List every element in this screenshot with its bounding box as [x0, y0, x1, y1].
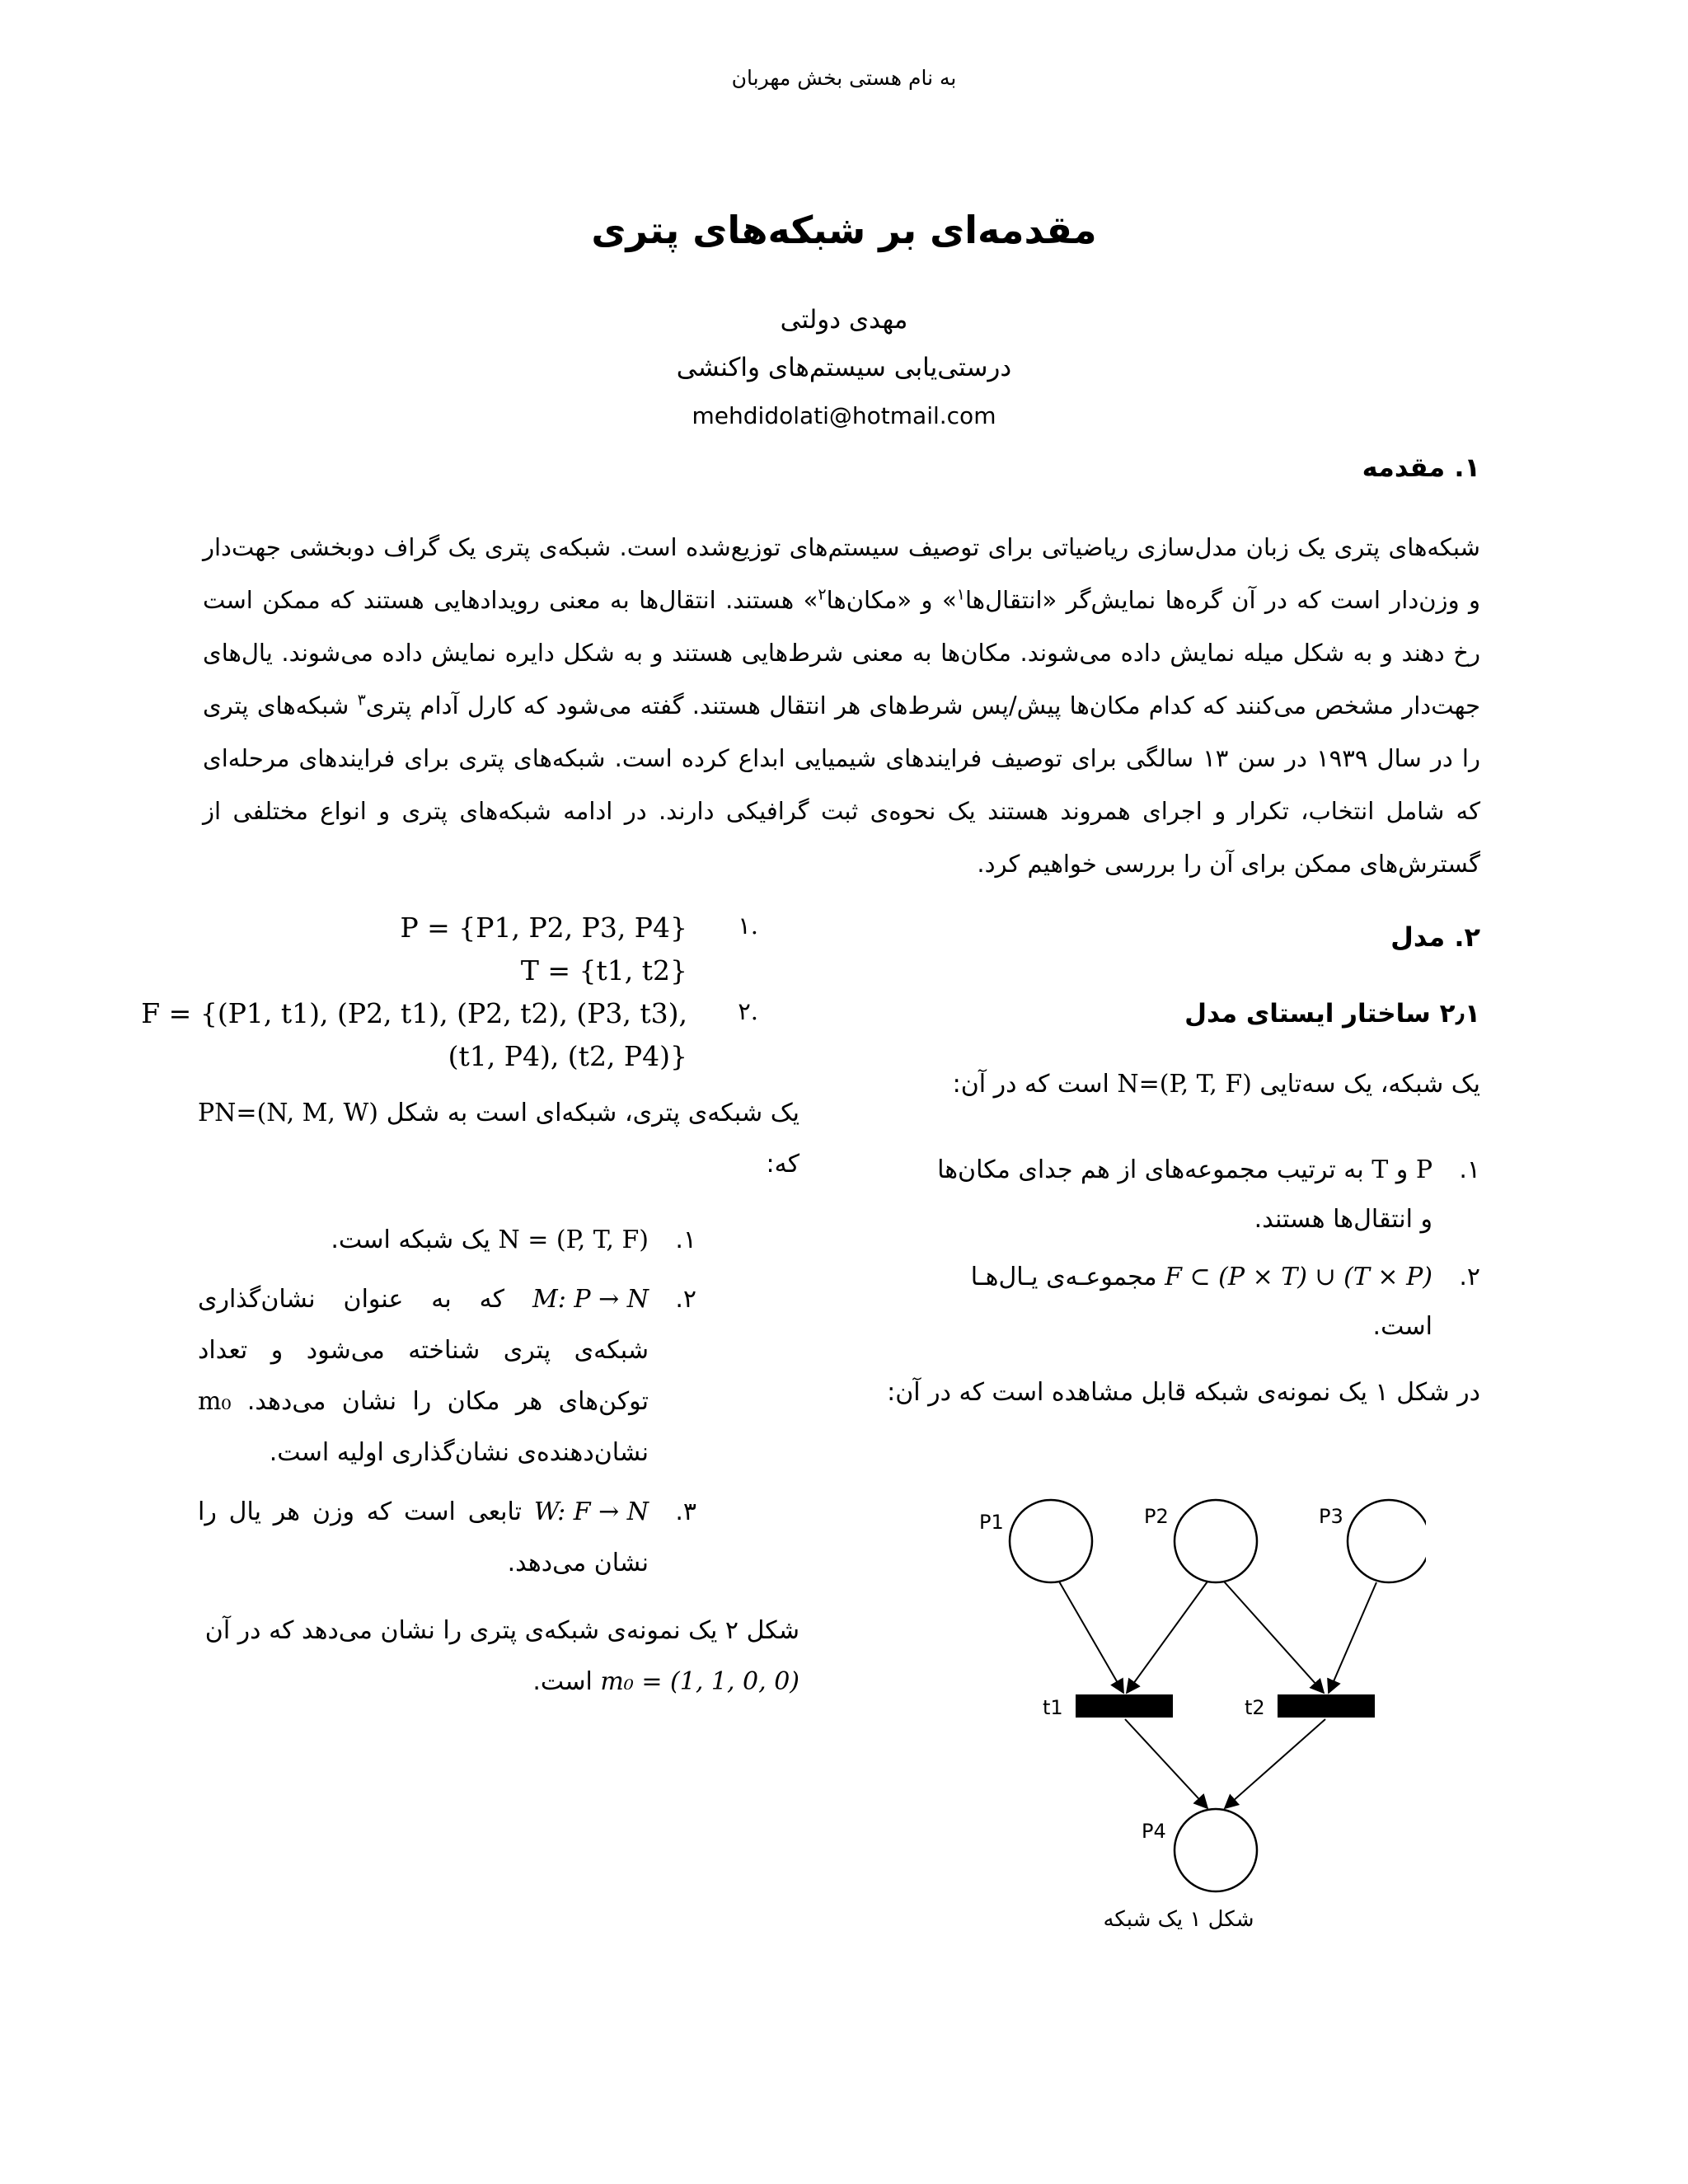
- author-name: مهدی دولتی: [780, 305, 908, 335]
- petri-net-figure: [931, 1475, 1426, 1961]
- place-P2: [1175, 1500, 1257, 1582]
- page-title: مقدمه‌ای بر شبکه‌های پتری: [591, 208, 1097, 252]
- list-text: که به عنوان نشان‌گذاری شبکه‌ی پتری شناخته می‌شود و تعداد توکن‌های هر مکان را نشان می‌دهد.: [198, 1285, 649, 1416]
- place-P1: [1010, 1500, 1092, 1582]
- footnote-marker-3[interactable]: ۳: [357, 691, 366, 710]
- figure2-reference: [198, 1605, 799, 1708]
- list-item: [198, 1215, 696, 1266]
- intro-text-3: » هستند. انتقال‌ها به معنی رویدادهایی هستند که ممکن است رخ دهند و به شکل میله نمایش داده می‌شوند. مکان‌ها به معنی شرط‌هایی هستند و به شکل دایره نمایش داده می‌شوند. یال‌های جهت‌دار مشخص می‌کنند که کدام مکان‌ها پیش/پس شرط‌های هر انتقال هستند. گفته می‌شود که کارل آدام پتری: [203, 586, 1480, 719]
- arc-t1-P4: [1125, 1719, 1207, 1808]
- place-P4: [1175, 1809, 1257, 1891]
- math-marking: M: P → N: [532, 1285, 649, 1314]
- figure-caption: شکل ۱ یک شبکه: [1103, 1907, 1254, 1932]
- net-def-text-post: است که در آن:: [952, 1070, 1118, 1099]
- intro-text-1: شبکه‌های پتری یک زبان مدل‌سازی ریاضیاتی برای توصیف سیستم‌های توزیع‌شده است. شبکه‌ی پتری یک گراف دوبخشی جهت‌دار و وزن‌دار است که در آن گره‌ها نمایش‌گر «انتقال‌ها: [203, 533, 1480, 614]
- list-number: ۱.: [675, 1226, 696, 1254]
- section-heading-model: ۲. مدل: [1390, 921, 1480, 953]
- footnote-marker-1[interactable]: ۱: [956, 585, 965, 604]
- list-text: به ترتیب مجموعه‌های از هم جدای مکان‌ها و انتقال‌ها هستند.: [937, 1155, 1432, 1234]
- label-P4: P4: [1142, 1820, 1166, 1843]
- label-t2: t2: [1245, 1696, 1265, 1719]
- pn-def-text-pre: یک شبکه‌ی پتری، شبکه‌ای است به شکل: [378, 1099, 799, 1127]
- net-def-text-pre: یک شبکه، یک سه‌تایی: [1251, 1070, 1480, 1099]
- dedication: به نام هستی بخش مهربان: [731, 66, 957, 90]
- intro-text-4: شبکه‌های پتری را در سال ۱۹۳۹ در سن ۱۳ سالگی برای توصیف فرایندهای شیمیایی ابداع کرده است. شبکه‌های پتری برای فرایندهای مرحله‌ای که شامل انتخاب، تکرار و اجرای همروند هستند یک نحوه‌ی ثبت گرافیکی دارند. در ادامه شبکه‌های پتری و انواع مختلفی از گسترش‌های ممکن برای آن را بررسی خواهیم کرد.: [203, 691, 1480, 878]
- label-P2: P2: [1144, 1505, 1169, 1528]
- arc-t2-P4: [1225, 1719, 1325, 1808]
- list-text: تابعی است که وزن هر یال را نشان می‌دهد.: [198, 1497, 649, 1577]
- list-text: نشان‌دهنده‌ی نشان‌گذاری اولیه است.: [269, 1438, 649, 1467]
- net-tuple-math: N=(P, T, F): [1117, 1070, 1252, 1099]
- net-components-list: [936, 1146, 1480, 1360]
- set-T: T = {t1, t2}: [520, 954, 687, 987]
- course-name: درستی‌یابی سیستم‌های واکنشی: [676, 353, 1012, 382]
- arc-P2-t2: [1224, 1582, 1324, 1693]
- petri-net-definition: [198, 1088, 799, 1190]
- math-m0: m₀: [198, 1387, 232, 1416]
- label-t1: t1: [1043, 1696, 1063, 1719]
- list-number: ۲.: [738, 997, 758, 1025]
- list-item: [198, 1274, 696, 1479]
- list-text: و: [1388, 1155, 1416, 1184]
- list-item: [936, 1146, 1480, 1244]
- math-initial-marking: m₀ = (1, 1, 0, 0): [600, 1667, 799, 1696]
- list-number: ۱.: [738, 912, 758, 940]
- petri-net-components-list: [198, 1215, 696, 1597]
- math-edge-set: F ⊂ (P × T) ∪ (T × P): [1165, 1263, 1432, 1291]
- label-P1: P1: [979, 1511, 1004, 1534]
- arc-P2-t1: [1127, 1582, 1207, 1693]
- math-weight: W: F → N: [533, 1497, 649, 1526]
- author-email[interactable]: mehdidolati@hotmail.com: [692, 402, 996, 429]
- set-F-line2: (t1, P4), (t2, P4)}: [448, 1040, 687, 1072]
- figure1-intro-text: در شکل ۱ یک نمونه‌ی شبکه قابل مشاهده است که در آن:: [887, 1378, 1480, 1407]
- list-item: [198, 1487, 696, 1589]
- fig2-text-pre: شکل ۲ یک نمونه‌ی شبکه‌ی پتری را نشان می‌دهد که در آن: [204, 1616, 799, 1645]
- subsection-heading-static: ۲٫۱ ساختار ایستای مدل: [1184, 999, 1480, 1029]
- section-heading-intro: ۱. مقدمه: [1362, 452, 1480, 483]
- list-text: مجموعـه‌ی یـال‌هـا است.: [970, 1263, 1432, 1341]
- intro-text-2: » و «مکان‌ها: [826, 586, 957, 614]
- list-number: ۲.: [675, 1285, 696, 1314]
- pn-tuple-math: PN=(N, M, W): [198, 1099, 379, 1127]
- net-definition: [953, 1070, 1480, 1099]
- footnote-marker-2[interactable]: ۲: [818, 585, 827, 604]
- example-sets: [141, 912, 758, 1083]
- list-number: ۲.: [1459, 1263, 1480, 1291]
- transition-t1: [1076, 1694, 1173, 1718]
- pn-def-text-post: که:: [766, 1150, 799, 1179]
- list-number: ۳.: [675, 1497, 696, 1526]
- list-number: ۱.: [1459, 1155, 1480, 1184]
- set-P: P = {P1, P2, P3, P4}: [400, 912, 687, 944]
- set-F-line1: F = {(P1, t1), (P2, t1), (P2, t2), (P3, t3),: [141, 997, 687, 1029]
- list-item: [936, 1253, 1480, 1352]
- arc-P3-t2: [1329, 1582, 1376, 1693]
- place-P3: [1348, 1500, 1426, 1582]
- arc-P1-t1: [1059, 1582, 1123, 1693]
- list-text: یک شبکه است.: [331, 1226, 499, 1254]
- math-net: N = (P, T, F): [498, 1226, 649, 1254]
- fig2-text-post: است.: [532, 1667, 601, 1696]
- math-T: T: [1372, 1155, 1389, 1184]
- intro-paragraph: [203, 521, 1480, 890]
- math-P: P: [1415, 1155, 1432, 1184]
- transition-t2: [1278, 1694, 1375, 1718]
- label-P3: P3: [1319, 1505, 1343, 1528]
